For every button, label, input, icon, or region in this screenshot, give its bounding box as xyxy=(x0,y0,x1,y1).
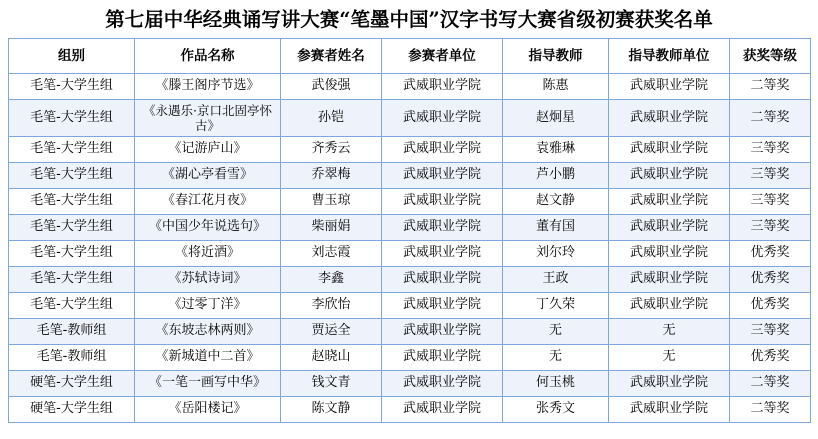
column-header-group: 组别 xyxy=(9,39,135,74)
cell-group: 毛笔-大学生组 xyxy=(9,189,135,215)
cell-group: 毛笔-大学生组 xyxy=(9,267,135,293)
table-header-row xyxy=(9,39,811,74)
cell-participant-unit: 武威职业学院 xyxy=(382,345,503,371)
cell-participant-name: 陈文静 xyxy=(281,397,382,423)
cell-participant-name: 孙铠 xyxy=(281,100,382,137)
cell-award-level: 二等奖 xyxy=(730,74,811,100)
cell-award-level: 优秀奖 xyxy=(730,267,811,293)
cell-work-title: 《新城道中二首》 xyxy=(135,345,281,371)
cell-participant-unit: 武威职业学院 xyxy=(382,293,503,319)
cell-instructor-unit: 武威职业学院 xyxy=(609,163,730,189)
cell-instructor-unit: 武威职业学院 xyxy=(609,100,730,137)
cell-group: 硬笔-大学生组 xyxy=(9,371,135,397)
cell-participant-name: 赵晓山 xyxy=(281,345,382,371)
cell-instructor-unit: 武威职业学院 xyxy=(609,215,730,241)
cell-award-level: 优秀奖 xyxy=(730,241,811,267)
table-row xyxy=(9,74,811,100)
cell-group: 毛笔-大学生组 xyxy=(9,293,135,319)
cell-participant-name: 曹玉琼 xyxy=(281,189,382,215)
cell-work-title: 《将近酒》 xyxy=(135,241,281,267)
cell-award-level: 三等奖 xyxy=(730,319,811,345)
cell-group: 毛笔-教师组 xyxy=(9,345,135,371)
column-header-instructor: 指导教师 xyxy=(503,39,609,74)
table-row xyxy=(9,100,811,137)
cell-award-level: 二等奖 xyxy=(730,397,811,423)
cell-award-level: 二等奖 xyxy=(730,100,811,137)
cell-group: 毛笔-大学生组 xyxy=(9,100,135,137)
cell-work-title: 《苏轼诗词》 xyxy=(135,267,281,293)
cell-group: 毛笔-教师组 xyxy=(9,319,135,345)
cell-work-title: 《滕王阁序节选》 xyxy=(135,74,281,100)
table-row xyxy=(9,345,811,371)
cell-award-level: 优秀奖 xyxy=(730,345,811,371)
cell-instructor: 无 xyxy=(503,319,609,345)
cell-participant-name: 武俊强 xyxy=(281,74,382,100)
table-row xyxy=(9,267,811,293)
cell-participant-name: 刘志霞 xyxy=(281,241,382,267)
column-header-work-title: 作品名称 xyxy=(135,39,281,74)
table-row xyxy=(9,137,811,163)
cell-group: 毛笔-大学生组 xyxy=(9,163,135,189)
cell-award-level: 三等奖 xyxy=(730,189,811,215)
cell-participant-name: 李鑫 xyxy=(281,267,382,293)
table-row xyxy=(9,397,811,423)
cell-award-level: 三等奖 xyxy=(730,215,811,241)
cell-instructor-unit: 武威职业学院 xyxy=(609,74,730,100)
cell-instructor: 袁雅琳 xyxy=(503,137,609,163)
cell-participant-unit: 武威职业学院 xyxy=(382,319,503,345)
cell-instructor: 刘尔玲 xyxy=(503,241,609,267)
cell-work-title: 《记游庐山》 xyxy=(135,137,281,163)
cell-instructor-unit: 武威职业学院 xyxy=(609,267,730,293)
cell-instructor-unit: 武威职业学院 xyxy=(609,189,730,215)
table-body xyxy=(9,74,811,423)
table-row xyxy=(9,371,811,397)
cell-group: 硬笔-大学生组 xyxy=(9,397,135,423)
cell-instructor: 王政 xyxy=(503,267,609,293)
cell-instructor-unit: 武威职业学院 xyxy=(609,397,730,423)
cell-participant-name: 柴丽娟 xyxy=(281,215,382,241)
cell-instructor: 芦小鹏 xyxy=(503,163,609,189)
cell-instructor-unit: 武威职业学院 xyxy=(609,137,730,163)
cell-work-title: 《过零丁洋》 xyxy=(135,293,281,319)
cell-participant-name: 贾运全 xyxy=(281,319,382,345)
table-row xyxy=(9,163,811,189)
cell-participant-name: 李欣怡 xyxy=(281,293,382,319)
column-header-participant-unit: 参赛者单位 xyxy=(382,39,503,74)
cell-instructor-unit: 无 xyxy=(609,345,730,371)
cell-work-title: 《中国少年说选句》 xyxy=(135,215,281,241)
page-title: 第七届中华经典诵写讲大赛“笔墨中国”汉字书写大赛省级初赛获奖名单 xyxy=(105,8,713,31)
cell-instructor: 张秀文 xyxy=(503,397,609,423)
cell-participant-unit: 武威职业学院 xyxy=(382,397,503,423)
cell-work-title: 《一笔一画写中华》 xyxy=(135,371,281,397)
cell-instructor: 赵炯星 xyxy=(503,100,609,137)
cell-participant-unit: 武威职业学院 xyxy=(382,100,503,137)
cell-participant-unit: 武威职业学院 xyxy=(382,137,503,163)
cell-instructor: 丁久荣 xyxy=(503,293,609,319)
column-header-award-level: 获奖等级 xyxy=(730,39,811,74)
column-header-participant-name: 参赛者姓名 xyxy=(281,39,382,74)
cell-award-level: 优秀奖 xyxy=(730,293,811,319)
table-row xyxy=(9,241,811,267)
cell-work-title: 《岳阳楼记》 xyxy=(135,397,281,423)
cell-participant-unit: 武威职业学院 xyxy=(382,74,503,100)
cell-work-title: 《湖心亭看雪》 xyxy=(135,163,281,189)
cell-instructor: 无 xyxy=(503,345,609,371)
cell-work-title: 《东坡志林两则》 xyxy=(135,319,281,345)
cell-participant-unit: 武威职业学院 xyxy=(382,267,503,293)
cell-group: 毛笔-大学生组 xyxy=(9,74,135,100)
cell-instructor-unit: 武威职业学院 xyxy=(609,241,730,267)
awards-table-container xyxy=(0,38,818,423)
cell-instructor-unit: 武威职业学院 xyxy=(609,371,730,397)
table-row xyxy=(9,189,811,215)
cell-instructor-unit: 无 xyxy=(609,319,730,345)
table-row xyxy=(9,215,811,241)
cell-instructor: 何玉桃 xyxy=(503,371,609,397)
table-row xyxy=(9,319,811,345)
cell-award-level: 三等奖 xyxy=(730,137,811,163)
cell-group: 毛笔-大学生组 xyxy=(9,215,135,241)
cell-participant-name: 钱文青 xyxy=(281,371,382,397)
cell-group: 毛笔-大学生组 xyxy=(9,241,135,267)
cell-work-title: 《春江花月夜》 xyxy=(135,189,281,215)
table-row xyxy=(9,293,811,319)
cell-work-title: 《永遇乐·京口北固亭怀古》 xyxy=(135,100,281,137)
cell-participant-name: 乔翠梅 xyxy=(281,163,382,189)
cell-participant-name: 齐秀云 xyxy=(281,137,382,163)
cell-award-level: 三等奖 xyxy=(730,163,811,189)
table-header xyxy=(9,39,811,74)
cell-award-level: 二等奖 xyxy=(730,371,811,397)
cell-instructor: 赵文静 xyxy=(503,189,609,215)
cell-participant-unit: 武威职业学院 xyxy=(382,371,503,397)
cell-instructor: 陈惠 xyxy=(503,74,609,100)
cell-participant-unit: 武威职业学院 xyxy=(382,241,503,267)
cell-instructor-unit: 武威职业学院 xyxy=(609,293,730,319)
awards-table xyxy=(8,38,811,423)
column-header-instructor-unit: 指导教师单位 xyxy=(609,39,730,74)
cell-participant-unit: 武威职业学院 xyxy=(382,163,503,189)
cell-instructor: 董有国 xyxy=(503,215,609,241)
cell-participant-unit: 武威职业学院 xyxy=(382,215,503,241)
cell-group: 毛笔-大学生组 xyxy=(9,137,135,163)
cell-participant-unit: 武威职业学院 xyxy=(382,189,503,215)
